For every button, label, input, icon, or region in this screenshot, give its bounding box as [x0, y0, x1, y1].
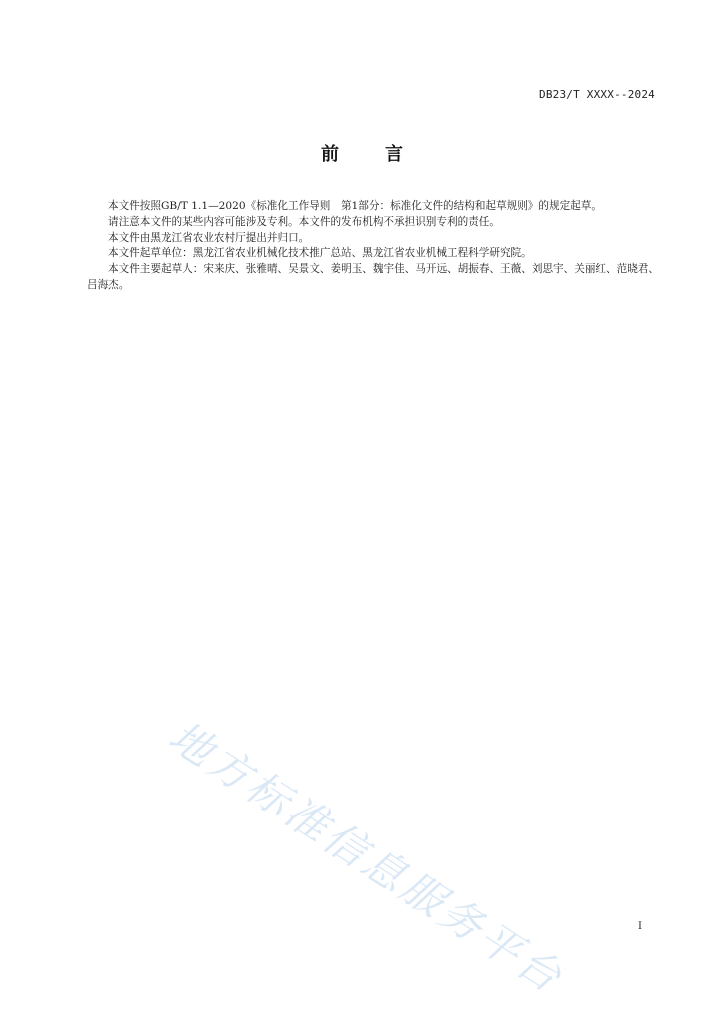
title-char-1: 前: [321, 144, 339, 165]
title-char-2: 言: [385, 144, 403, 165]
page-number: I: [638, 921, 642, 932]
paragraph-drafting-units: 本文件起草单位：黑龙江省农业机械化技术推广总站、黑龙江省农业机械工程科学研究院。: [108, 247, 532, 260]
foreword-body: [87, 199, 659, 294]
paragraph-drafting-rules: 本文件按照GB/T 1.1—2020《标准化工作导则 第1部分：标准化文件的结构和起草规则》的规定起草。: [108, 200, 602, 212]
page-title: [0, 140, 724, 166]
paragraph-patent-notice: 请注意本文件的某些内容可能涉及专利。本文件的发布机构不承担识别专利的责任。: [108, 215, 500, 228]
paragraph-drafters: 本文件主要起草人：宋来庆、张雅晴、吴景文、姜明玉、魏宇佳、马开远、胡振春、王薇、刘思宇、关丽红、范晓君、吕海杰。: [87, 263, 659, 291]
paragraph-proposer: 本文件由黑龙江省农业农村厅提出并归口。: [108, 231, 310, 244]
watermark-text: 地方标准信息服务平台: [160, 711, 573, 1004]
document-code: DB23/T XXXX--2024: [539, 88, 655, 101]
